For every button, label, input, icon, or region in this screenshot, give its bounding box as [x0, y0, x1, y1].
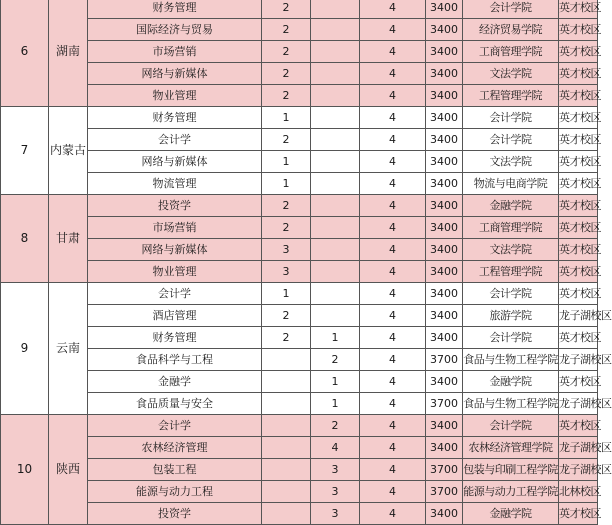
- fee-cell: 3400: [426, 217, 463, 239]
- college-cell: 工商管理学院: [463, 41, 559, 63]
- campus-cell: 英才校区: [559, 217, 598, 239]
- fee-cell: 3400: [426, 85, 463, 107]
- table-row: [1, 349, 598, 371]
- major-cell: 市场营销: [88, 217, 262, 239]
- major-cell: 农林经济管理: [88, 437, 262, 459]
- major-cell: 投资学: [88, 195, 262, 217]
- quota-a-cell: [262, 393, 311, 415]
- table-row: [1, 393, 598, 415]
- years-cell: 4: [360, 327, 426, 349]
- college-cell: 物流与电商学院: [463, 173, 559, 195]
- quota-a-cell: 2: [262, 85, 311, 107]
- major-cell: 网络与新媒体: [88, 151, 262, 173]
- college-cell: 文法学院: [463, 151, 559, 173]
- quota-a-cell: 1: [262, 173, 311, 195]
- table-row: [1, 459, 598, 481]
- table-row: [1, 481, 598, 503]
- group-number-cell: 8: [1, 195, 49, 283]
- group-number-cell: 10: [1, 415, 49, 525]
- years-cell: 4: [360, 437, 426, 459]
- fee-cell: 3400: [426, 107, 463, 129]
- years-cell: 4: [360, 503, 426, 525]
- fee-cell: 3400: [426, 129, 463, 151]
- years-cell: 4: [360, 107, 426, 129]
- fee-cell: 3400: [426, 63, 463, 85]
- major-cell: 市场营销: [88, 41, 262, 63]
- fee-cell: 3400: [426, 41, 463, 63]
- years-cell: 4: [360, 393, 426, 415]
- college-cell: 会计学院: [463, 107, 559, 129]
- campus-cell: 英才校区: [559, 239, 598, 261]
- quota-a-cell: 2: [262, 217, 311, 239]
- campus-cell: 英才校区: [559, 0, 598, 19]
- years-cell: 4: [360, 283, 426, 305]
- campus-cell: 龙子湖校区: [559, 393, 598, 415]
- quota-b-cell: [311, 85, 360, 107]
- quota-b-cell: [311, 195, 360, 217]
- fee-cell: 3400: [426, 305, 463, 327]
- years-cell: 4: [360, 349, 426, 371]
- table-row: [1, 19, 598, 41]
- major-cell: 能源与动力工程: [88, 481, 262, 503]
- major-cell: 物业管理: [88, 85, 262, 107]
- quota-a-cell: 2: [262, 19, 311, 41]
- major-cell: 金融学: [88, 371, 262, 393]
- fee-cell: 3400: [426, 327, 463, 349]
- college-cell: 工程管理学院: [463, 261, 559, 283]
- major-cell: 投资学: [88, 503, 262, 525]
- years-cell: 4: [360, 0, 426, 19]
- quota-a-cell: 2: [262, 195, 311, 217]
- major-cell: 国际经济与贸易: [88, 19, 262, 41]
- quota-a-cell: [262, 371, 311, 393]
- campus-cell: 龙子湖校区: [559, 459, 598, 481]
- table-row: [1, 195, 598, 217]
- major-cell: 会计学: [88, 129, 262, 151]
- quota-b-cell: 1: [311, 371, 360, 393]
- years-cell: 4: [360, 481, 426, 503]
- years-cell: 4: [360, 217, 426, 239]
- college-cell: 食品与生物工程学院: [463, 349, 559, 371]
- quota-a-cell: 1: [262, 107, 311, 129]
- quota-a-cell: 2: [262, 327, 311, 349]
- college-cell: 金融学院: [463, 503, 559, 525]
- province-cell: 陕西: [49, 415, 88, 525]
- years-cell: 4: [360, 261, 426, 283]
- fee-cell: 3400: [426, 239, 463, 261]
- fee-cell: 3400: [426, 151, 463, 173]
- quota-a-cell: 1: [262, 151, 311, 173]
- campus-cell: 英才校区: [559, 415, 598, 437]
- province-cell: 云南: [49, 283, 88, 415]
- campus-cell: 英才校区: [559, 63, 598, 85]
- major-cell: 财务管理: [88, 327, 262, 349]
- major-cell: 物业管理: [88, 261, 262, 283]
- table-body: [1, 0, 612, 525]
- fee-cell: 3700: [426, 481, 463, 503]
- major-cell: 会计学: [88, 415, 262, 437]
- years-cell: 4: [360, 129, 426, 151]
- quota-a-cell: 3: [262, 239, 311, 261]
- quota-b-cell: [311, 239, 360, 261]
- quota-b-cell: 3: [311, 481, 360, 503]
- college-cell: 会计学院: [463, 283, 559, 305]
- years-cell: 4: [360, 63, 426, 85]
- fee-cell: 3400: [426, 195, 463, 217]
- quota-b-cell: 3: [311, 459, 360, 481]
- years-cell: 4: [360, 459, 426, 481]
- college-cell: 工商管理学院: [463, 217, 559, 239]
- major-cell: 财务管理: [88, 107, 262, 129]
- major-cell: 会计学: [88, 283, 262, 305]
- major-cell: 包装工程: [88, 459, 262, 481]
- quota-b-cell: [311, 63, 360, 85]
- quota-b-cell: [311, 283, 360, 305]
- quota-b-cell: 1: [311, 393, 360, 415]
- quota-b-cell: [311, 41, 360, 63]
- college-cell: 会计学院: [463, 0, 559, 19]
- quota-a-cell: 1: [262, 283, 311, 305]
- table-row: [1, 129, 598, 151]
- quota-b-cell: [311, 129, 360, 151]
- college-cell: 旅游学院: [463, 305, 559, 327]
- fee-cell: 3400: [426, 261, 463, 283]
- fee-cell: 3400: [426, 371, 463, 393]
- table-row: [1, 173, 598, 195]
- quota-b-cell: [311, 151, 360, 173]
- campus-cell: 英才校区: [559, 129, 598, 151]
- fee-cell: 3700: [426, 349, 463, 371]
- group-number-cell: 7: [1, 107, 49, 195]
- years-cell: 4: [360, 195, 426, 217]
- college-cell: 工程管理学院: [463, 85, 559, 107]
- table-row: [1, 63, 598, 85]
- campus-cell: 英才校区: [559, 371, 598, 393]
- group-number-cell: 9: [1, 283, 49, 415]
- campus-cell: 龙子湖校区: [559, 305, 598, 327]
- table-row: [1, 503, 598, 525]
- group-number-cell: 6: [1, 0, 49, 107]
- quota-a-cell: 3: [262, 261, 311, 283]
- campus-cell: 英才校区: [559, 107, 598, 129]
- province-cell: 甘肃: [49, 195, 88, 283]
- years-cell: 4: [360, 19, 426, 41]
- quota-a-cell: 2: [262, 305, 311, 327]
- quota-a-cell: 2: [262, 129, 311, 151]
- fee-cell: 3400: [426, 173, 463, 195]
- campus-cell: 英才校区: [559, 195, 598, 217]
- fee-cell: 3400: [426, 19, 463, 41]
- quota-a-cell: [262, 437, 311, 459]
- college-cell: 文法学院: [463, 239, 559, 261]
- quota-a-cell: 2: [262, 0, 311, 19]
- campus-cell: 英才校区: [559, 261, 598, 283]
- table-row: [1, 327, 598, 349]
- campus-cell: 龙子湖校区: [559, 437, 598, 459]
- quota-b-cell: [311, 107, 360, 129]
- major-cell: 酒店管理: [88, 305, 262, 327]
- quota-a-cell: [262, 415, 311, 437]
- quota-b-cell: 2: [311, 415, 360, 437]
- fee-cell: 3400: [426, 437, 463, 459]
- years-cell: 4: [360, 415, 426, 437]
- fee-cell: 3400: [426, 283, 463, 305]
- campus-cell: 英才校区: [559, 503, 598, 525]
- years-cell: 4: [360, 371, 426, 393]
- college-cell: 食品与生物工程学院: [463, 393, 559, 415]
- table-row: [1, 217, 598, 239]
- fee-cell: 3400: [426, 0, 463, 19]
- table-row: [1, 305, 598, 327]
- campus-cell: 英才校区: [559, 327, 598, 349]
- quota-b-cell: 2: [311, 349, 360, 371]
- quota-b-cell: [311, 261, 360, 283]
- fee-cell: 3400: [426, 415, 463, 437]
- quota-b-cell: [311, 305, 360, 327]
- campus-cell: 北林校区: [559, 481, 598, 503]
- campus-cell: 英才校区: [559, 173, 598, 195]
- quota-b-cell: [311, 217, 360, 239]
- college-cell: 能源与动力工程学院: [463, 481, 559, 503]
- table-row: [1, 85, 598, 107]
- province-cell: 湖南: [49, 0, 88, 107]
- quota-a-cell: [262, 503, 311, 525]
- major-cell: 食品科学与工程: [88, 349, 262, 371]
- campus-cell: 龙子湖校区: [559, 349, 598, 371]
- college-cell: 金融学院: [463, 371, 559, 393]
- major-cell: 网络与新媒体: [88, 239, 262, 261]
- college-cell: 会计学院: [463, 129, 559, 151]
- quota-a-cell: 2: [262, 63, 311, 85]
- table-row: [1, 261, 598, 283]
- major-cell: 财务管理: [88, 0, 262, 19]
- fee-cell: 3400: [426, 503, 463, 525]
- quota-a-cell: [262, 481, 311, 503]
- quota-a-cell: 2: [262, 41, 311, 63]
- province-cell: 内蒙古: [49, 107, 88, 195]
- college-cell: 经济贸易学院: [463, 19, 559, 41]
- fee-cell: 3700: [426, 459, 463, 481]
- table-row: [1, 437, 598, 459]
- years-cell: 4: [360, 305, 426, 327]
- campus-cell: 英才校区: [559, 85, 598, 107]
- quota-b-cell: 1: [311, 327, 360, 349]
- table-row: [1, 0, 598, 19]
- campus-cell: 英才校区: [559, 151, 598, 173]
- quota-b-cell: [311, 19, 360, 41]
- college-cell: 农林经济管理学院: [463, 437, 559, 459]
- fee-cell: 3700: [426, 393, 463, 415]
- college-cell: 文法学院: [463, 63, 559, 85]
- quota-b-cell: [311, 173, 360, 195]
- years-cell: 4: [360, 151, 426, 173]
- college-cell: 会计学院: [463, 327, 559, 349]
- years-cell: 4: [360, 85, 426, 107]
- table-row: [1, 415, 598, 437]
- college-cell: 会计学院: [463, 415, 559, 437]
- college-cell: 金融学院: [463, 195, 559, 217]
- years-cell: 4: [360, 41, 426, 63]
- campus-cell: 英才校区: [559, 283, 598, 305]
- table-row: [1, 151, 598, 173]
- college-cell: 包装与印刷工程学院: [463, 459, 559, 481]
- major-cell: 网络与新媒体: [88, 63, 262, 85]
- quota-a-cell: [262, 349, 311, 371]
- quota-b-cell: 4: [311, 437, 360, 459]
- campus-cell: 英才校区: [559, 41, 598, 63]
- years-cell: 4: [360, 173, 426, 195]
- table-row: [1, 283, 598, 305]
- years-cell: 4: [360, 239, 426, 261]
- major-cell: 食品质量与安全: [88, 393, 262, 415]
- table-row: [1, 371, 598, 393]
- table-row: [1, 239, 598, 261]
- table-row: [1, 41, 598, 63]
- table-row: [1, 107, 598, 129]
- major-cell: 物流管理: [88, 173, 262, 195]
- quota-a-cell: [262, 459, 311, 481]
- campus-cell: 英才校区: [559, 19, 598, 41]
- quota-b-cell: [311, 0, 360, 19]
- quota-b-cell: 3: [311, 503, 360, 525]
